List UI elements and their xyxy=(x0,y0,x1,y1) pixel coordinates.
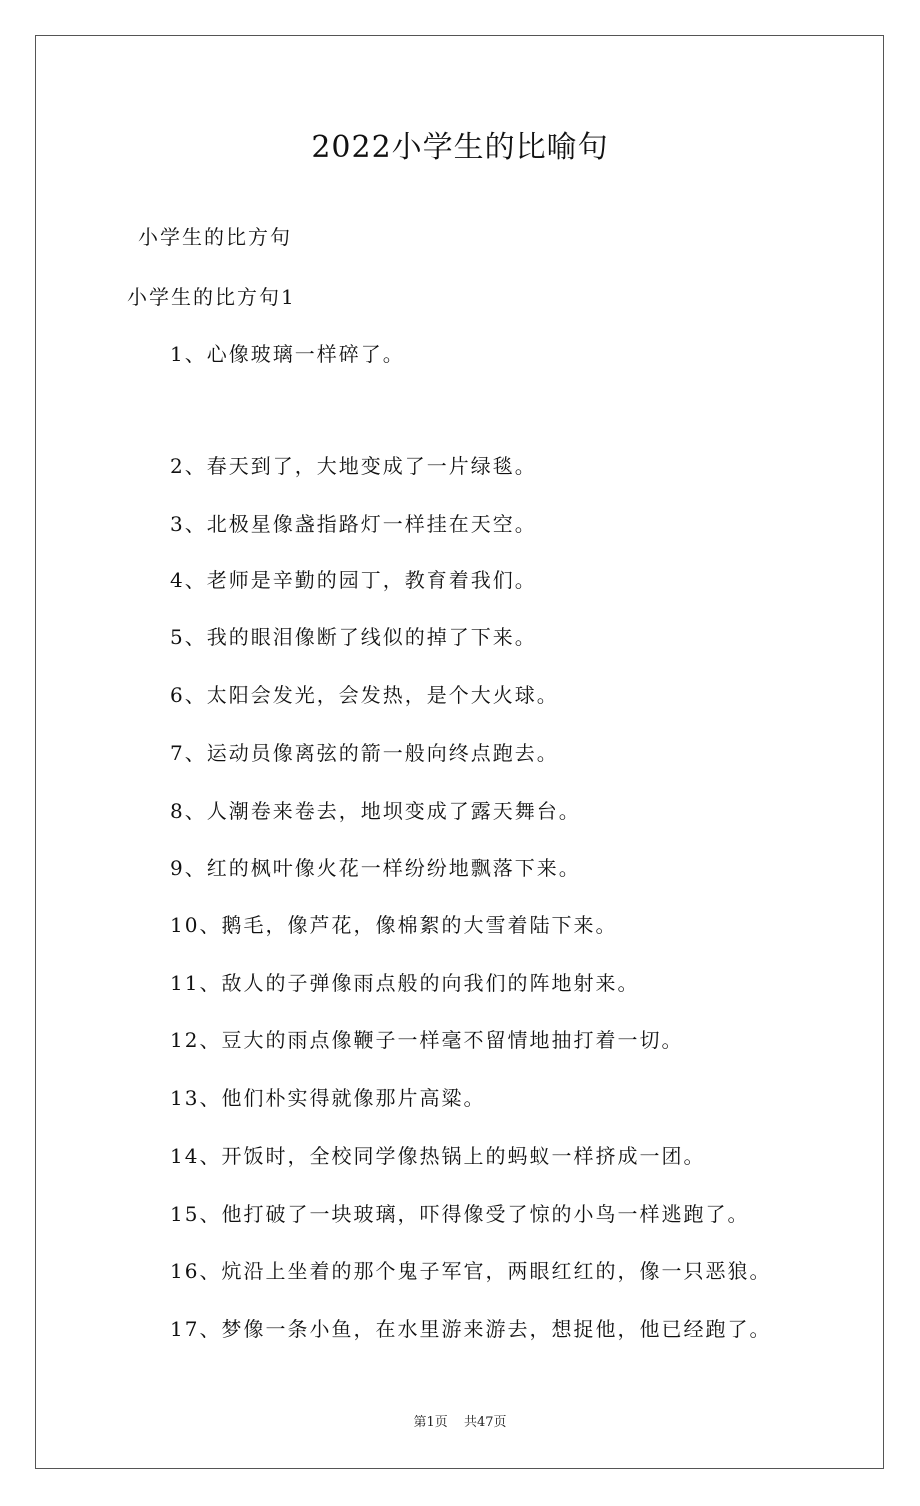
list-item: 12、豆大的雨点像鞭子一样毫不留情地抽打着一切。 xyxy=(170,1028,684,1052)
list-item: 15、他打破了一块玻璃，吓得像受了惊的小鸟一样逃跑了。 xyxy=(170,1202,750,1226)
list-item: 9、红的枫叶像火花一样纷纷地飘落下来。 xyxy=(170,856,581,880)
list-item: 16、炕沿上坐着的那个鬼子军官，两眼红红的，像一只恶狼。 xyxy=(170,1259,772,1283)
document-title: 2022小学生的比喻句 xyxy=(311,130,609,165)
list-item: 4、老师是辛勤的园丁，教育着我们。 xyxy=(170,568,537,592)
list-item: 2、春天到了，大地变成了一片绿毯。 xyxy=(170,454,537,478)
page-footer xyxy=(0,1414,920,1432)
list-item: 7、运动员像离弦的箭一般向终点跑去。 xyxy=(170,741,559,765)
list-item: 3、北极星像盏指路灯一样挂在天空。 xyxy=(170,512,537,536)
list-item: 11、敌人的子弹像雨点般的向我们的阵地射来。 xyxy=(170,971,640,995)
page-number: 第1页 xyxy=(413,1415,448,1430)
list-item: 6、太阳会发光，会发热，是个大火球。 xyxy=(170,683,559,707)
list-item: 1、心像玻璃一样碎了。 xyxy=(170,342,405,366)
section-heading: 小学生的比方句1 xyxy=(127,285,296,309)
list-item: 8、人潮卷来卷去，地坝变成了露天舞台。 xyxy=(170,799,581,823)
list-item: 17、梦像一条小鱼，在水里游来游去，想捉他，他已经跑了。 xyxy=(170,1317,772,1341)
subheading: 小学生的比方句 xyxy=(138,225,292,249)
page-total: 共47页 xyxy=(463,1415,507,1430)
list-item: 14、开饭时，全校同学像热锅上的蚂蚁一样挤成一团。 xyxy=(170,1144,706,1168)
list-item: 13、他们朴实得就像那片高粱。 xyxy=(170,1086,486,1110)
list-item: 10、鹅毛，像芦花，像棉絮的大雪着陆下来。 xyxy=(170,913,618,937)
list-item: 5、我的眼泪像断了线似的掉了下来。 xyxy=(170,625,537,649)
